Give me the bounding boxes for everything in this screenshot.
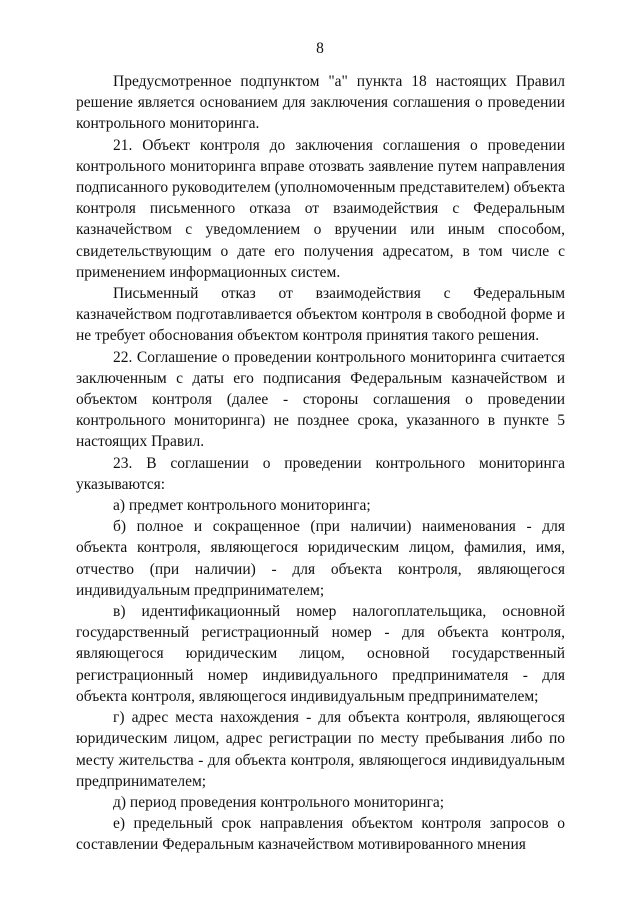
paragraph-22: 22. Соглашение о проведении контрольного мониторинга считается заключенным с даты его подписания Федеральным казначейством и объектом контроля (далее - стороны соглашения о проведении контрольного мониторинга) не позднее срока, указанного в пункте 5 настоящих Правил. — [76, 348, 565, 451]
paragraph-23: 23. В соглашении о проведении контрольного мониторинга указываются: — [76, 454, 565, 493]
paragraph-21: 21. Объект контроля до заключения соглашения о проведении контрольного мониторинга вправе отозвать заявление путем направления подписанного руководителем (уполномоченным представителем) объекта контроля письменного отказа от взаимодействия с Федеральным казначейством с уведомлением о вручении или иным способом, свидетельствующим о дате его получения адресатом, в том числе с применением информационных систем. — [76, 136, 565, 281]
list-item-d: д) период проведения контрольного мониторинга; — [113, 793, 445, 811]
list-item-a: а) предмет контрольного мониторинга; — [113, 497, 371, 515]
document-body — [76, 71, 565, 856]
list-item-v: в) идентификационный номер налогоплательщика, основной государственный регистрационный номер - для объекта контроля, являющегося юридическим лицом, основной государственный регистрационный номер индивидуального предпринимателя - для объекта контроля, являющегося индивидуальным предпринимателем; — [76, 603, 565, 705]
paragraph-decision-basis: Предусмотренное подпунктом "а" пункта 18 настоящих Правил решение является основанием для заключения соглашения о проведении контрольного мониторинга. — [76, 73, 565, 133]
list-item-g: г) адрес места нахождения - для объекта контроля, являющегося юридическим лицом, адрес регистрации по месту пребывания либо по месту жительства - для объекта контроля, являющегося индивидуальным предпринимателем; — [76, 709, 565, 790]
list-item-e: е) предельный срок направления объектом контроля запросов о составлении Федеральным казначейством мотивированного мнения — [76, 815, 565, 854]
page-number: 8 — [316, 40, 324, 57]
list-item-b: б) полное и сокращенное (при наличии) наименования - для объекта контроля, являющегося юридическим лицом, фамилия, имя, отчество (при наличии) - для объекта контроля, являющегося индивидуальным предпринимателем; — [76, 518, 565, 599]
paragraph-written-refusal: Письменный отказ от взаимодействия с Федеральным казначейством подготавливается объектом контроля в свободной форме и не требует обоснования объектом контроля принятия такого решения. — [76, 285, 565, 345]
